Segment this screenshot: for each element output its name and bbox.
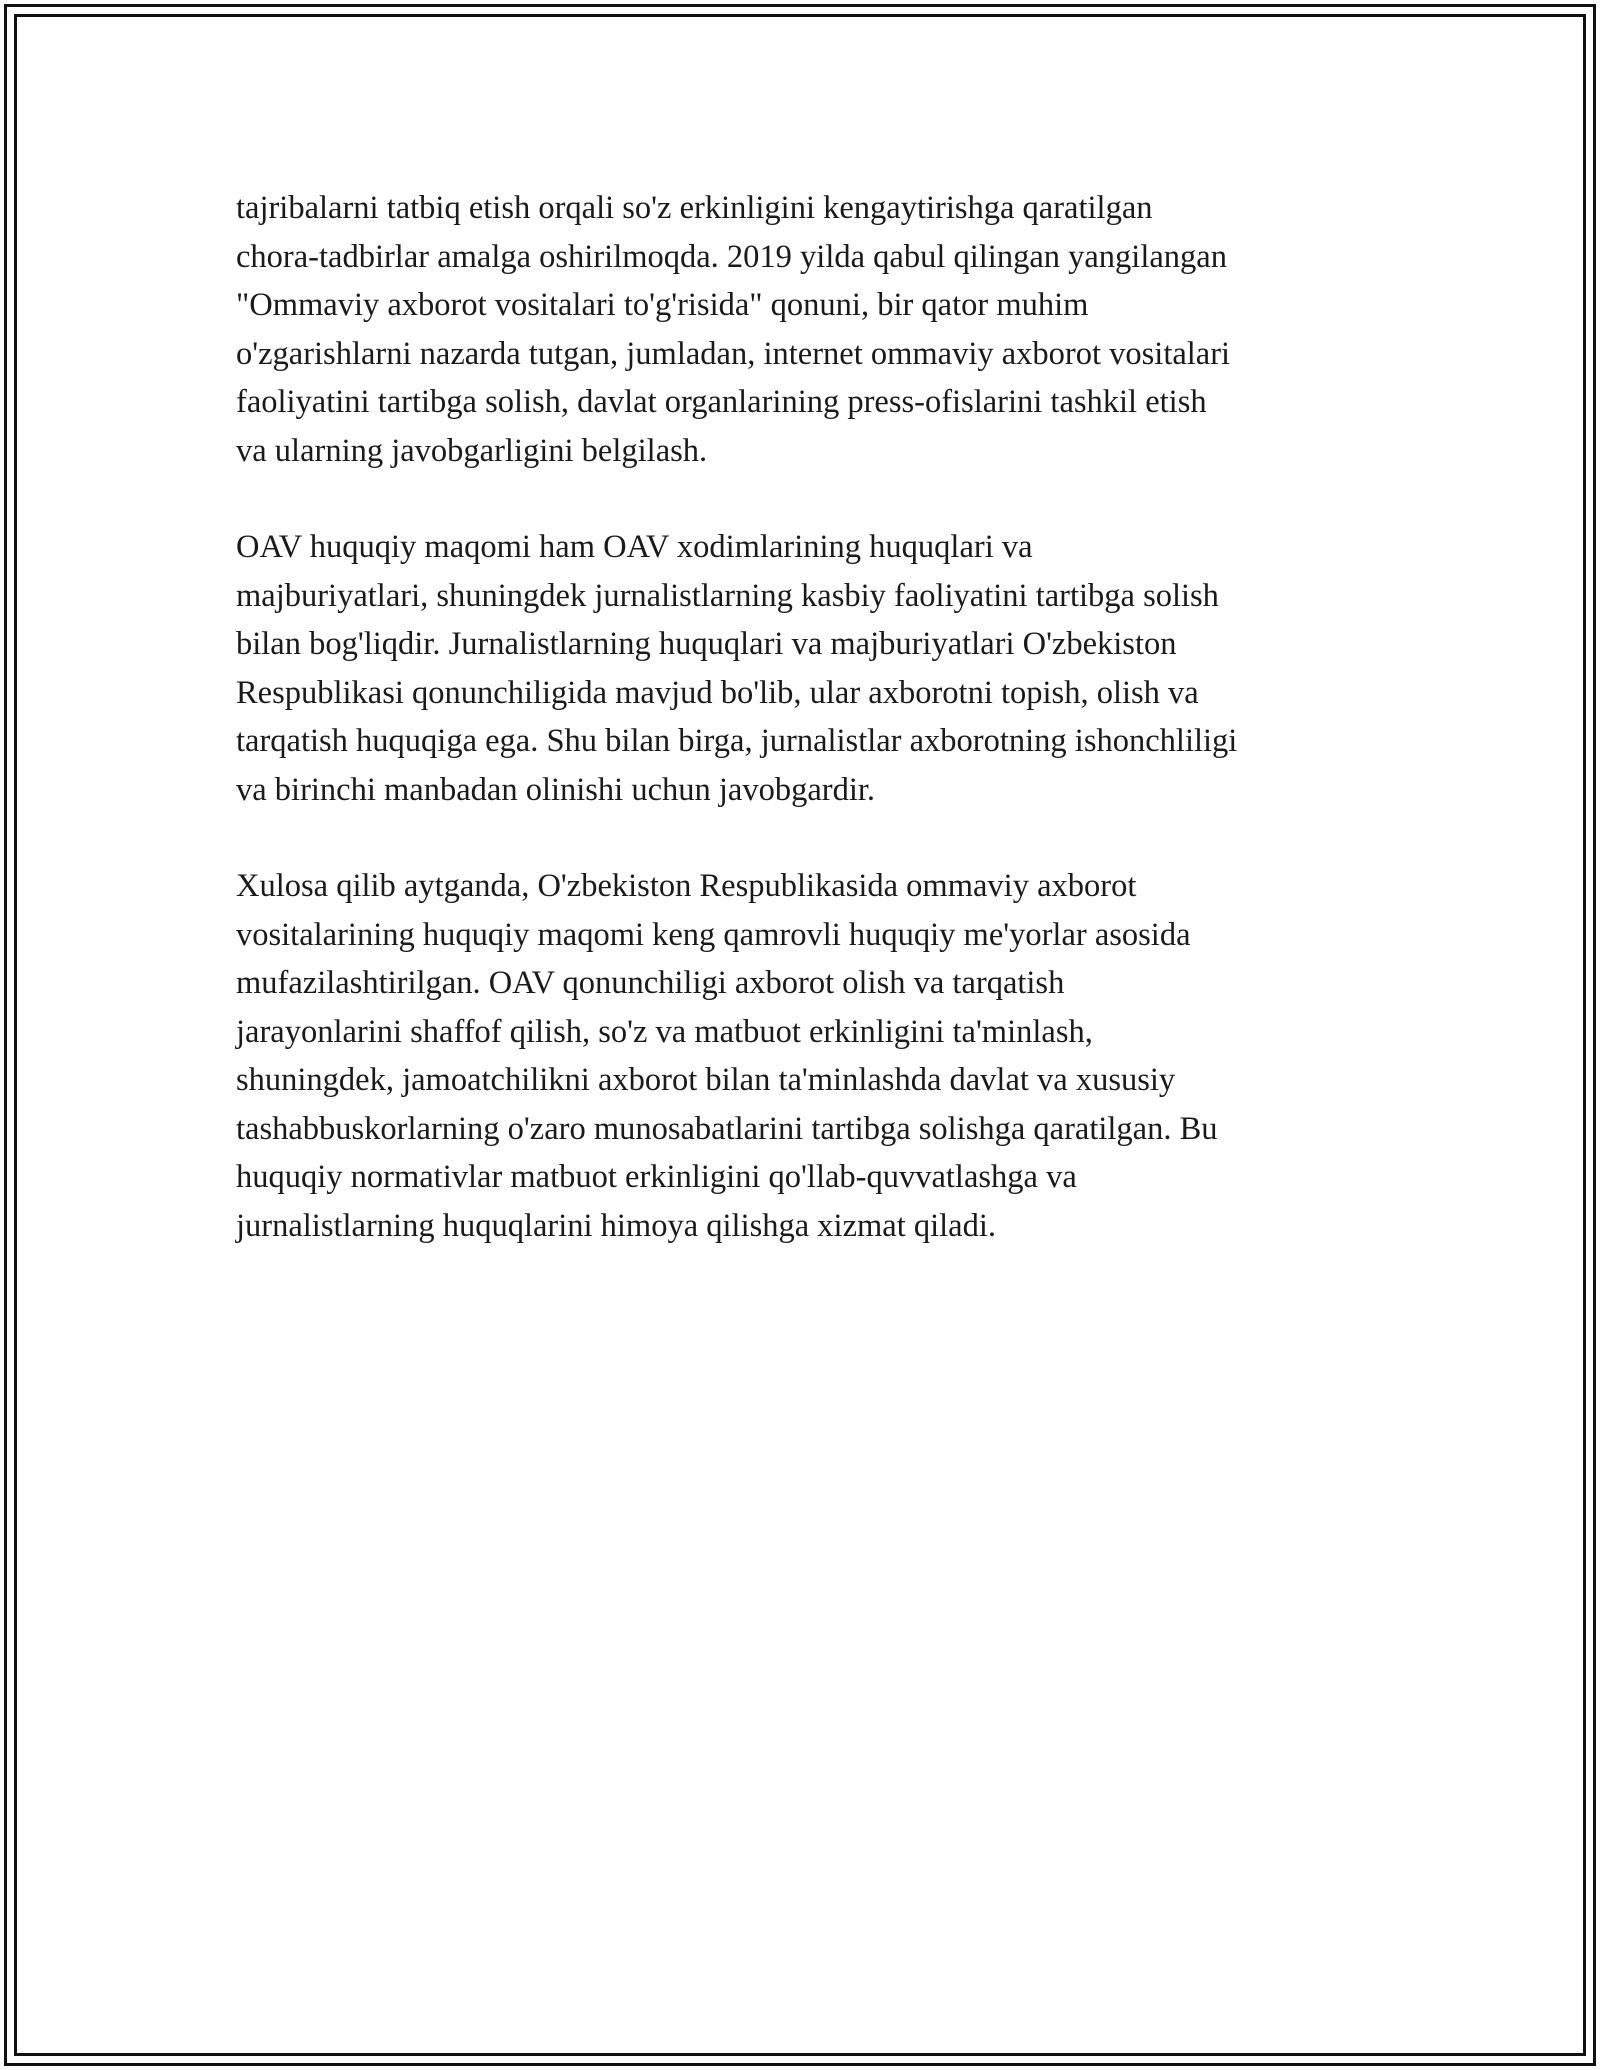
text-line: majburiyatlari, shuningdek jurnalistlarning kasbiy faoliyatini tartibga solish — [236, 577, 1219, 614]
text-line: va ularning javobgarligini belgilash. — [236, 432, 708, 469]
text-line: tajribalarni tatbiq etish orqali so'z erkinligini kengaytirishga qaratilgan — [236, 190, 1153, 226]
text-line: shuningdek, jamoatchilikni axborot bilan ta'minlashda davlat va xususiy — [236, 1062, 1176, 1098]
paragraph-journalist-rights — [236, 523, 1376, 814]
text-line: Xulosa qilib aytganda, O'zbekiston Respublikasida ommaviy axborot — [236, 868, 1137, 904]
text-line: huquqiy normativlar matbuot erkinligini qo'llab-quvvatlashga va — [236, 1159, 1077, 1195]
text-line: jarayonlarini shaffof qilish, so'z va matbuot erkinligini ta'minlash, — [236, 1013, 1093, 1050]
text-line: tashabbuskorlarning o'zaro munosabatlarini tartibga solishga qaratilgan. Bu — [236, 1110, 1218, 1147]
text-line: chora-tadbirlar amalga oshirilmoqda. 2019 yilda qabul qilingan yangilangan — [236, 238, 1227, 275]
paragraph-conclusion — [236, 862, 1376, 1250]
text-line: mufazilashtirilgan. OAV qonunchiligi axborot olish va tarqatish — [236, 965, 1065, 1001]
text-line: tarqatish huquqiga ega. Shu bilan birga, jurnalistlar axborotning ishonchliligi — [236, 723, 1238, 759]
text-line: bilan bog'liqdir. Jurnalistlarning huquqlari va majburiyatlari O'zbekiston — [236, 626, 1177, 662]
text-line: va birinchi manbadan olinishi uchun javobgardir. — [236, 771, 876, 808]
text-line: OAV huquqiy maqomi ham OAV xodimlarining huquqlari va — [236, 529, 1033, 565]
text-line: Respublikasi qonunchiligida mavjud bo'lib, ular axborotni topish, olish va — [236, 674, 1199, 711]
text-line: "Ommaviy axborot vositalari to'g'risida" qonuni, bir qator muhim — [236, 287, 1089, 323]
text-line: jurnalistlarning huquqlarini himoya qilishga xizmat qiladi. — [236, 1207, 997, 1244]
text-line: faoliyatini tartibga solish, davlat organlarining press-ofislarini tashkil etish — [236, 384, 1207, 420]
document-body — [236, 184, 1376, 1298]
text-line: o'zgarishlarni nazarda tutgan, jumladan, internet ommaviy axborot vositalari — [236, 335, 1231, 372]
text-line: vositalarining huquqiy maqomi keng qamrovli huquqiy me'yorlar asosida — [236, 916, 1191, 953]
paragraph-press-law — [236, 184, 1376, 475]
